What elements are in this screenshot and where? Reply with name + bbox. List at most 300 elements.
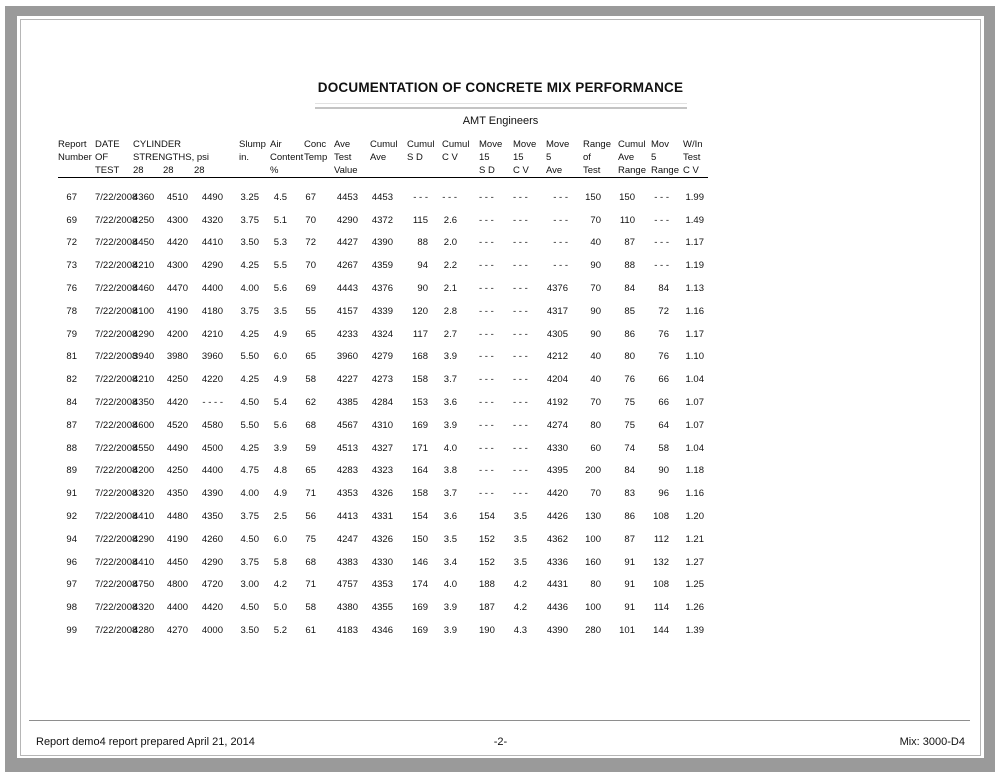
data-cell: - - - (513, 374, 528, 386)
data-cell: 3.75 (240, 511, 259, 523)
header-cell: Move (513, 139, 537, 150)
data-cell: 59 (305, 442, 316, 454)
header-cell: Mov (651, 139, 669, 150)
header-cell: Value (334, 164, 370, 178)
data-cell: 4290 (133, 328, 155, 340)
data-cell: 4273 (371, 374, 393, 386)
data-cell: - - - (479, 419, 494, 431)
title-underline-rule (315, 103, 687, 109)
data-cell: 4413 (336, 511, 358, 523)
data-cell: 4443 (336, 283, 358, 295)
data-cell: - - - (513, 328, 528, 340)
data-cell: 146 (412, 556, 428, 568)
data-cell: 280 (585, 625, 601, 637)
data-cell: 4420 (166, 397, 188, 409)
data-cell: 58 (305, 374, 316, 386)
data-cell: 80 (624, 351, 635, 363)
data-cell: 4372 (371, 214, 393, 226)
data-cell: 69 (305, 283, 316, 295)
data-cell: 153 (412, 397, 428, 409)
data-cell: 1.26 (685, 602, 704, 614)
data-cell: 150 (412, 533, 428, 545)
data-cell: 70 (305, 214, 316, 226)
data-cell: 87 (624, 237, 635, 249)
data-cell: 4327 (371, 442, 393, 454)
data-cell: 4400 (166, 602, 188, 614)
data-cell: 4480 (166, 511, 188, 523)
data-cell: 4580 (201, 419, 223, 431)
data-cell: 73 (66, 260, 77, 272)
data-cell: - - - (553, 237, 568, 249)
data-cell: 4410 (133, 511, 155, 523)
data-cell: 96 (66, 556, 77, 568)
data-cell: 108 (653, 579, 669, 591)
data-cell: - - - (513, 488, 528, 500)
data-cell: 4550 (133, 442, 155, 454)
data-cell: 84 (624, 283, 635, 295)
data-cell: 84 (624, 465, 635, 477)
data-cell: 4.3 (513, 625, 527, 637)
data-cell: 158 (412, 374, 428, 386)
footer (35, 736, 966, 750)
data-cell: 65 (305, 465, 316, 477)
data-cell: 2.1 (443, 283, 457, 295)
data-cell: 4420 (201, 602, 223, 614)
data-cell: 67 (66, 191, 77, 203)
data-cell: 4260 (201, 533, 223, 545)
data-cell: 75 (624, 397, 635, 409)
data-cell: 65 (305, 328, 316, 340)
data-cell: 99 (66, 625, 77, 637)
data-cell: 91 (624, 556, 635, 568)
data-cell: 4362 (546, 533, 568, 545)
data-cell: 65 (305, 351, 316, 363)
report-page (20, 19, 981, 756)
data-cell: 4.8 (273, 465, 287, 477)
table-row (58, 551, 708, 574)
data-cell: 1.07 (685, 397, 704, 409)
data-cell: 1.18 (685, 465, 704, 477)
data-cell: 4210 (133, 374, 155, 386)
data-cell: 4.2 (273, 579, 287, 591)
data-cell: 4567 (336, 419, 358, 431)
spacer-row (58, 178, 708, 187)
data-cell: 70 (590, 488, 601, 500)
table-row (58, 391, 708, 414)
data-cell: 1.49 (685, 214, 704, 226)
data-cell: 4267 (336, 260, 358, 272)
data-cell: 76 (658, 328, 669, 340)
data-cell: 4510 (166, 191, 188, 203)
data-cell: 1.27 (685, 556, 704, 568)
data-cell: 60 (590, 442, 601, 454)
data-cell: 5.5 (273, 260, 287, 272)
data-cell: 4270 (166, 625, 188, 637)
data-cell: 3.75 (240, 556, 259, 568)
data-cell: - - - (654, 191, 669, 203)
data-cell: 4.2 (513, 579, 527, 591)
data-cell: 3940 (133, 351, 155, 363)
data-cell: 55 (305, 305, 316, 317)
header-cell: Move (479, 139, 503, 150)
header-cell: in. (239, 152, 250, 163)
data-cell: 4320 (201, 214, 223, 226)
header-cell (304, 164, 334, 178)
data-cell: 154 (412, 511, 428, 523)
data-cell: 81 (66, 351, 77, 363)
data-cell: 4453 (336, 191, 358, 203)
data-cell: 4400 (201, 465, 223, 477)
data-cell: 112 (653, 533, 669, 545)
data-cell: 5.3 (273, 237, 287, 249)
data-cell: 4.9 (273, 488, 287, 500)
data-cell: 3.75 (240, 305, 259, 317)
data-cell: 1.04 (685, 442, 704, 454)
data-cell: - - - (553, 260, 568, 272)
data-cell: 4350 (201, 511, 223, 523)
data-cell: 7/22/2008 (95, 374, 138, 386)
data-cell: 2.8 (443, 305, 457, 317)
data-cell: 1.21 (685, 533, 704, 545)
data-cell: 4513 (336, 442, 358, 454)
data-cell: 4305 (546, 328, 568, 340)
header-cell: Test (334, 152, 352, 163)
header-cell: 28 (133, 164, 163, 178)
data-cell: 169 (412, 602, 428, 614)
data-cell: 61 (305, 625, 316, 637)
data-cell: 144 (653, 625, 669, 637)
data-cell: 1.17 (685, 328, 704, 340)
data-cell: 4470 (166, 283, 188, 295)
data-cell: 3.50 (240, 237, 259, 249)
header-cell: of (583, 152, 591, 163)
data-cell: 4346 (371, 625, 393, 637)
data-cell: 4.50 (240, 602, 259, 614)
data-cell: - - - (479, 374, 494, 386)
header-cell: Test (583, 164, 618, 178)
data-cell: 100 (585, 533, 601, 545)
data-cell: 4310 (371, 419, 393, 431)
data-cell: 76 (658, 351, 669, 363)
data-cell: 4.50 (240, 397, 259, 409)
data-cell: 82 (66, 374, 77, 386)
data-cell: 40 (590, 374, 601, 386)
data-cell: 3.00 (240, 579, 259, 591)
header-row (58, 151, 708, 164)
data-cell: 5.2 (273, 625, 287, 637)
data-cell: 160 (585, 556, 601, 568)
data-cell: 4360 (133, 191, 155, 203)
data-cell: 3.6 (443, 511, 457, 523)
header-cell (58, 164, 95, 178)
data-cell: - - - (513, 465, 528, 477)
data-cell: 4.75 (240, 465, 259, 477)
data-cell: 100 (585, 602, 601, 614)
footer-rule (29, 720, 970, 721)
header-cell: Cumul (618, 139, 646, 150)
table-row (58, 460, 708, 483)
data-cell: 4355 (371, 602, 393, 614)
data-cell: 4.00 (240, 283, 259, 295)
data-cell: 90 (590, 260, 601, 272)
data-cell: 84 (658, 283, 669, 295)
data-cell: 94 (417, 260, 428, 272)
spacer-cell (58, 178, 708, 187)
data-cell: 62 (305, 397, 316, 409)
data-cell: 3.9 (443, 602, 457, 614)
header-cell (407, 164, 442, 178)
header-cell: Conc (304, 139, 327, 150)
table-row (58, 346, 708, 369)
data-cell: - - - (413, 191, 428, 203)
data-cell: 4.00 (240, 488, 259, 500)
data-cell: 64 (658, 419, 669, 431)
header-cell: W/In (683, 139, 703, 150)
data-cell: 71 (305, 488, 316, 500)
data-cell: 4.25 (240, 260, 259, 272)
data-cell: 4800 (166, 579, 188, 591)
data-cell: 3.6 (443, 397, 457, 409)
table-row (58, 619, 708, 642)
report-title: DOCUMENTATION OF CONCRETE MIX PERFORMANCE (317, 80, 684, 95)
data-cell: 4.25 (240, 328, 259, 340)
data-cell: 4300 (166, 260, 188, 272)
data-cell: 152 (479, 533, 495, 545)
table-row (58, 186, 708, 209)
data-cell: - - - (513, 283, 528, 295)
data-cell: 4220 (201, 374, 223, 386)
data-cell: 4380 (336, 602, 358, 614)
data-cell: 7/22/2008 (95, 533, 138, 545)
header-cell: C V (683, 164, 708, 178)
data-cell: 4210 (133, 260, 155, 272)
data-cell: 4385 (336, 397, 358, 409)
data-cell: 110 (619, 214, 635, 226)
data-cell: 4460 (133, 283, 155, 295)
data-cell: 5.6 (273, 419, 287, 431)
data-cell: 101 (619, 625, 635, 637)
data-cell: - - - (513, 419, 528, 431)
data-cell: - - - (479, 397, 494, 409)
data-cell: 132 (653, 556, 669, 568)
data-cell: 4331 (371, 511, 393, 523)
data-cell: 4300 (166, 214, 188, 226)
data-cell: 80 (590, 579, 601, 591)
data-cell: 70 (305, 260, 316, 272)
data-cell: 4.9 (273, 374, 287, 386)
data-cell: 4290 (336, 214, 358, 226)
data-cell: 4410 (201, 237, 223, 249)
data-cell: - - - (479, 260, 494, 272)
data-cell: 4190 (166, 533, 188, 545)
data-cell: 4500 (201, 442, 223, 454)
data-cell: 117 (412, 328, 428, 340)
table-row (58, 505, 708, 528)
data-cell: 154 (479, 511, 495, 523)
data-cell: 1.07 (685, 419, 704, 431)
data-cell: 94 (66, 533, 77, 545)
header-cell: Air (270, 139, 282, 150)
data-cell: 4290 (201, 260, 223, 272)
data-cell: 4330 (546, 442, 568, 454)
data-cell: 4290 (201, 556, 223, 568)
data-cell: 5.6 (273, 283, 287, 295)
data-cell: 76 (66, 283, 77, 295)
data-cell: 80 (590, 419, 601, 431)
header-cell: 5 (651, 152, 657, 163)
data-cell: 4283 (336, 465, 358, 477)
table-row (58, 277, 708, 300)
table-row (58, 482, 708, 505)
data-cell: 58 (305, 602, 316, 614)
data-cell: 58 (658, 442, 669, 454)
data-cell: 3.5 (513, 511, 527, 523)
data-cell: - - - (654, 214, 669, 226)
data-cell: 4190 (166, 305, 188, 317)
data-cell: - - - (654, 237, 669, 249)
data-cell: 7/22/2008 (95, 625, 138, 637)
data-cell: 4280 (133, 625, 155, 637)
data-cell: 4212 (546, 351, 568, 363)
data-cell: 4410 (133, 556, 155, 568)
header-cell (239, 164, 270, 178)
data-cell: 7/22/2008 (95, 442, 138, 454)
data-cell: 4192 (546, 397, 568, 409)
data-cell: 4390 (546, 625, 568, 637)
data-cell: 4247 (336, 533, 358, 545)
header-cell: TEST (95, 164, 133, 178)
data-cell: 85 (624, 305, 635, 317)
data-cell: 3.4 (443, 556, 457, 568)
data-cell: 4431 (546, 579, 568, 591)
data-cell: 7/22/2008 (95, 465, 138, 477)
table-row (58, 528, 708, 551)
header-cell (442, 164, 479, 178)
data-cell: 4339 (371, 305, 393, 317)
data-cell: 2.0 (443, 237, 457, 249)
data-cell: 7/22/2008 (95, 283, 138, 295)
data-cell: - - - (513, 214, 528, 226)
data-cell: 4376 (546, 283, 568, 295)
data-cell: 3.5 (513, 533, 527, 545)
data-cell: 2.2 (443, 260, 457, 272)
data-cell: 4324 (371, 328, 393, 340)
header-cell: 15 (513, 152, 524, 163)
header-cell: 28 (194, 164, 239, 178)
data-cell: 4279 (371, 351, 393, 363)
data-cell: 79 (66, 328, 77, 340)
data-cell: 87 (624, 533, 635, 545)
header-cell: Ave (370, 152, 387, 163)
data-cell: 4180 (201, 305, 223, 317)
data-cell: 56 (305, 511, 316, 523)
data-cell: 70 (590, 283, 601, 295)
data-cell: - - - (479, 214, 494, 226)
data-cell: 72 (305, 237, 316, 249)
data-cell: 188 (479, 579, 495, 591)
data-cell: 83 (624, 488, 635, 500)
data-cell: 120 (412, 305, 428, 317)
data-cell: - - - (513, 260, 528, 272)
data-cell: - - - (442, 191, 457, 203)
header-cell: Slump (239, 139, 266, 150)
data-cell: 168 (412, 351, 428, 363)
data-cell: 4490 (166, 442, 188, 454)
header-cell: Test (683, 152, 701, 163)
data-cell: 4183 (336, 625, 358, 637)
window-frame (5, 6, 995, 772)
data-cell: - - - (513, 305, 528, 317)
data-cell: 4000 (201, 625, 223, 637)
header-cell: STRENGTHS, psi (133, 152, 210, 163)
data-cell: 98 (66, 602, 77, 614)
table-row (58, 437, 708, 460)
data-cell: 4757 (336, 579, 358, 591)
data-cell: 4.9 (273, 328, 287, 340)
data-cell: 97 (66, 579, 77, 591)
data-cell: 5.0 (273, 602, 287, 614)
table-row (58, 596, 708, 619)
data-cell: 4520 (166, 419, 188, 431)
data-cell: 70 (590, 214, 601, 226)
data-cell: 2.5 (273, 511, 287, 523)
header-cell: Move (546, 139, 570, 150)
data-cell: 3.50 (240, 625, 259, 637)
data-cell: - - - (479, 442, 494, 454)
data-cell: 75 (305, 533, 316, 545)
data-cell: 5.50 (240, 351, 259, 363)
data-cell: 1.20 (685, 511, 704, 523)
data-cell: 4.25 (240, 442, 259, 454)
data-cell: 152 (479, 556, 495, 568)
header-cell: OF (95, 152, 109, 163)
data-cell: 88 (66, 442, 77, 454)
data-cell: 4323 (371, 465, 393, 477)
data-cell: 7/22/2008 (95, 397, 138, 409)
data-cell: 7/22/2008 (95, 488, 138, 500)
data-cell: 1.13 (685, 283, 704, 295)
data-cell: 69 (66, 214, 77, 226)
header-cell: Range (651, 164, 683, 178)
header-cell: Cumul (442, 139, 470, 150)
data-cell: 40 (590, 237, 601, 249)
data-cell: 4420 (546, 488, 568, 500)
data-cell: 3.9 (443, 351, 457, 363)
data-cell: - - - (479, 237, 494, 249)
data-cell: 4450 (166, 556, 188, 568)
data-cell: 1.16 (685, 305, 704, 317)
data-cell: 190 (479, 625, 495, 637)
header-cell: % (270, 164, 304, 178)
data-cell: 4600 (133, 419, 155, 431)
data-cell: 74 (624, 442, 635, 454)
data-cell: 7/22/2008 (95, 328, 138, 340)
data-cell: 164 (412, 465, 428, 477)
header-cell: S D (479, 164, 513, 178)
data-cell: 4250 (166, 465, 188, 477)
data-cell: - - - (513, 397, 528, 409)
data-cell: 3.5 (273, 305, 287, 317)
mix-performance-table (58, 138, 708, 642)
data-cell: 3.7 (443, 374, 457, 386)
header-cell: Temp (304, 152, 328, 163)
data-cell: 4395 (546, 465, 568, 477)
data-cell: 6.0 (273, 351, 287, 363)
data-cell: 90 (590, 305, 601, 317)
data-cell: 1.39 (685, 625, 704, 637)
data-cell: 4.0 (443, 579, 457, 591)
data-cell: 72 (66, 237, 77, 249)
